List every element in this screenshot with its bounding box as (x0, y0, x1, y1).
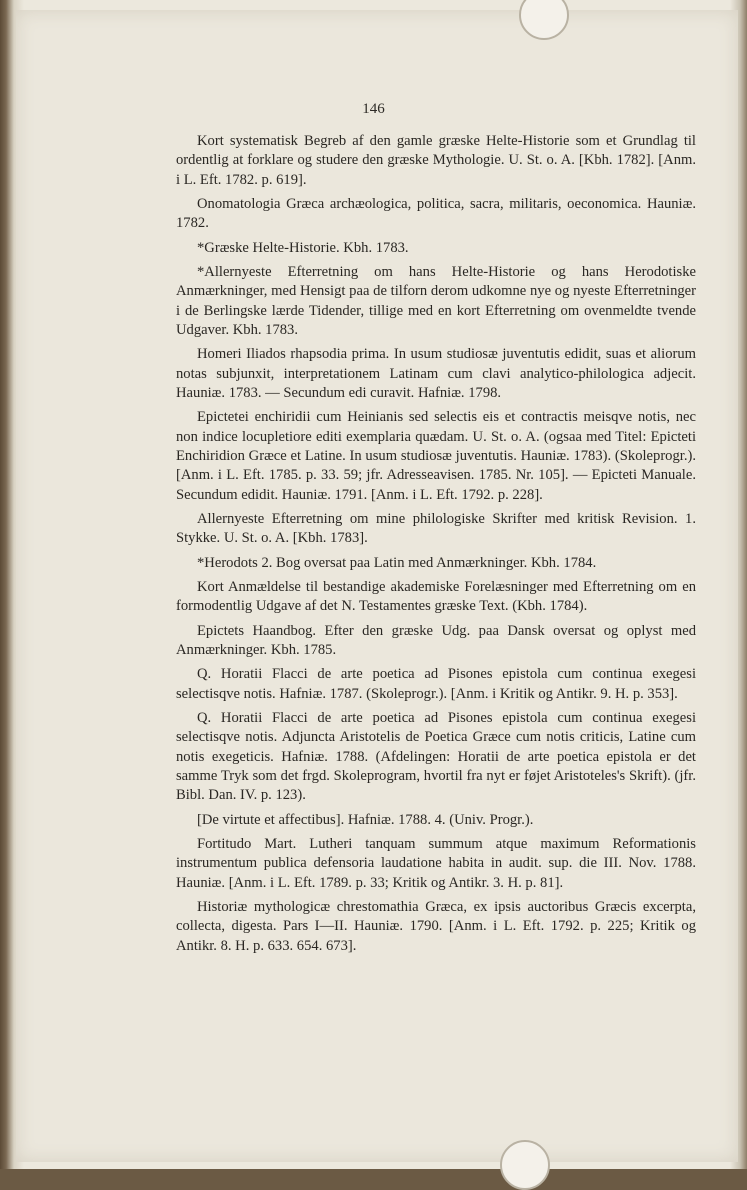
bibliography-entry: Fortitudo Mart. Lutheri tanquam summum atque maximum Reformationis instrumentum publica defensoria laudatione habita in audit. sup. die III. Nov. 1788. Hauniæ. [Anm. i L. Eft. 1789. p. 33; Kritik og Antikr. 3. H. p. 81]. (176, 836, 696, 891)
bibliography-entry: Allernyeste Efterretning om mine philologiske Skrifter med kritisk Revision. 1. Stykke. U. St. o. A. [Kbh. 1783]. (176, 510, 696, 547)
bibliography-entry: *Allernyeste Efterretning om hans Helte-Historie og hans Herodotiske Anmærkninger, med Hensigt paa de tilforn derom udkomne nye og nyeste Efterretninger i de Berlingske lærde Tidender, tillige med en kort Efterretning om ovenmeldte tvende Udgaver. Kbh. 1783. (176, 264, 696, 338)
page-number: 146 (362, 101, 385, 117)
bibliography-entry: Kort systematisk Begreb af den gamle græske Helte-Historie som et Grundlag til ordentlig at forklare og studere den græske Mythologie. U. St. o. A. [Kbh. 1782]. [Anm. i L. Eft. 1782. p. 619]. (176, 133, 696, 188)
bibliography-entry: [De virtute et affectibus]. Hafniæ. 1788. 4. (Univ. Progr.). (197, 811, 534, 828)
bibliography-entry: *Herodots 2. Bog oversat paa Latin med Anmærkninger. Kbh. 1784. (197, 554, 597, 571)
bibliography-entry: Onomatologia Græca archæologica, politica, sacra, militaris, oeconomica. Hauniæ. 1782. (176, 195, 696, 232)
bibliography-entry: Kort Anmældelse til bestandige akademiske Forelæsninger med Efterretning om en formodentlig Udgave af det N. Testamentes græske Text. (Kbh. 1784). (176, 578, 696, 615)
bibliography-list (176, 132, 696, 961)
bibliography-entry: Epictets Haandbog. Efter den græske Udg. paa Dansk oversat og oplyst med Anmærkninger. Kbh. 1785. (176, 622, 696, 658)
bibliography-entry: Q. Horatii Flacci de arte poetica ad Pisones epistola cum continua exegesi selectisqve notis. Hafniæ. 1787. (Skoleprogr.). [Anm. i Kritik og Antikr. 9. H. p. 353]. (176, 666, 696, 702)
bibliography-entry: *Græske Helte-Historie. Kbh. 1783. (197, 239, 409, 256)
bibliography-entry: Epictetei enchiridii cum Heinianis sed selectis eis et contractis meisqve notis, nec non indice locupletiore editi exemplaria quædam. U. St. o. A. (ogsaa med Titel: Epicteti Enchiridion Græce et Latine. In usum studiosæ juventutis. Hauniæ. 1783). (Skoleprogr.). [Anm. i L. Eft. 1785. p. 33. 59; jfr. Adresseavisen. 1785. Nr. 105]. — Epicteti Manuale. Secundum edidit. Hauniæ. 1791. [Anm. i L. Eft. 1792. p. 228]. (176, 409, 696, 503)
bibliography-entry: Q. Horatii Flacci de arte poetica ad Pisones epistola cum continua exegesi selectisqve notis. Adjuncta Aristotelis de Poetica Græce cum notis criticis, Latine cum notis exegeticis. Hafniæ. 1788. (Afdelingen: Horatii de arte poetica epistola er det samme Tryk som det frgd. Skoleprogram, hvortil fra nyt er føjet Aristoteles's Skrift). (jfr. Bibl. Dan. IV. p. 123). (176, 710, 696, 804)
bibliography-entry: Historiæ mythologicæ chrestomathia Græca, ex ipsis auctoribus Græcis excerpta, collecta, digesta. Pars I—II. Hauniæ. 1790. [Anm. i L. Eft. 1792. p. 225; Kritik og Antikr. 8. H. p. 633. 654. 673]. (176, 899, 696, 954)
bibliography-entry: Homeri Iliados rhapsodia prima. In usum studiosæ juventutis edidit, suas et aliorum notas subjunxit, interpretationem Latinam cum clavi analytico-philologica adjecit. Hauniæ. 1783. — Secundum edi curavit. Hafniæ. 1798. (176, 346, 696, 401)
punch-hole-top (519, 0, 569, 40)
punch-hole-bottom (500, 1140, 550, 1190)
